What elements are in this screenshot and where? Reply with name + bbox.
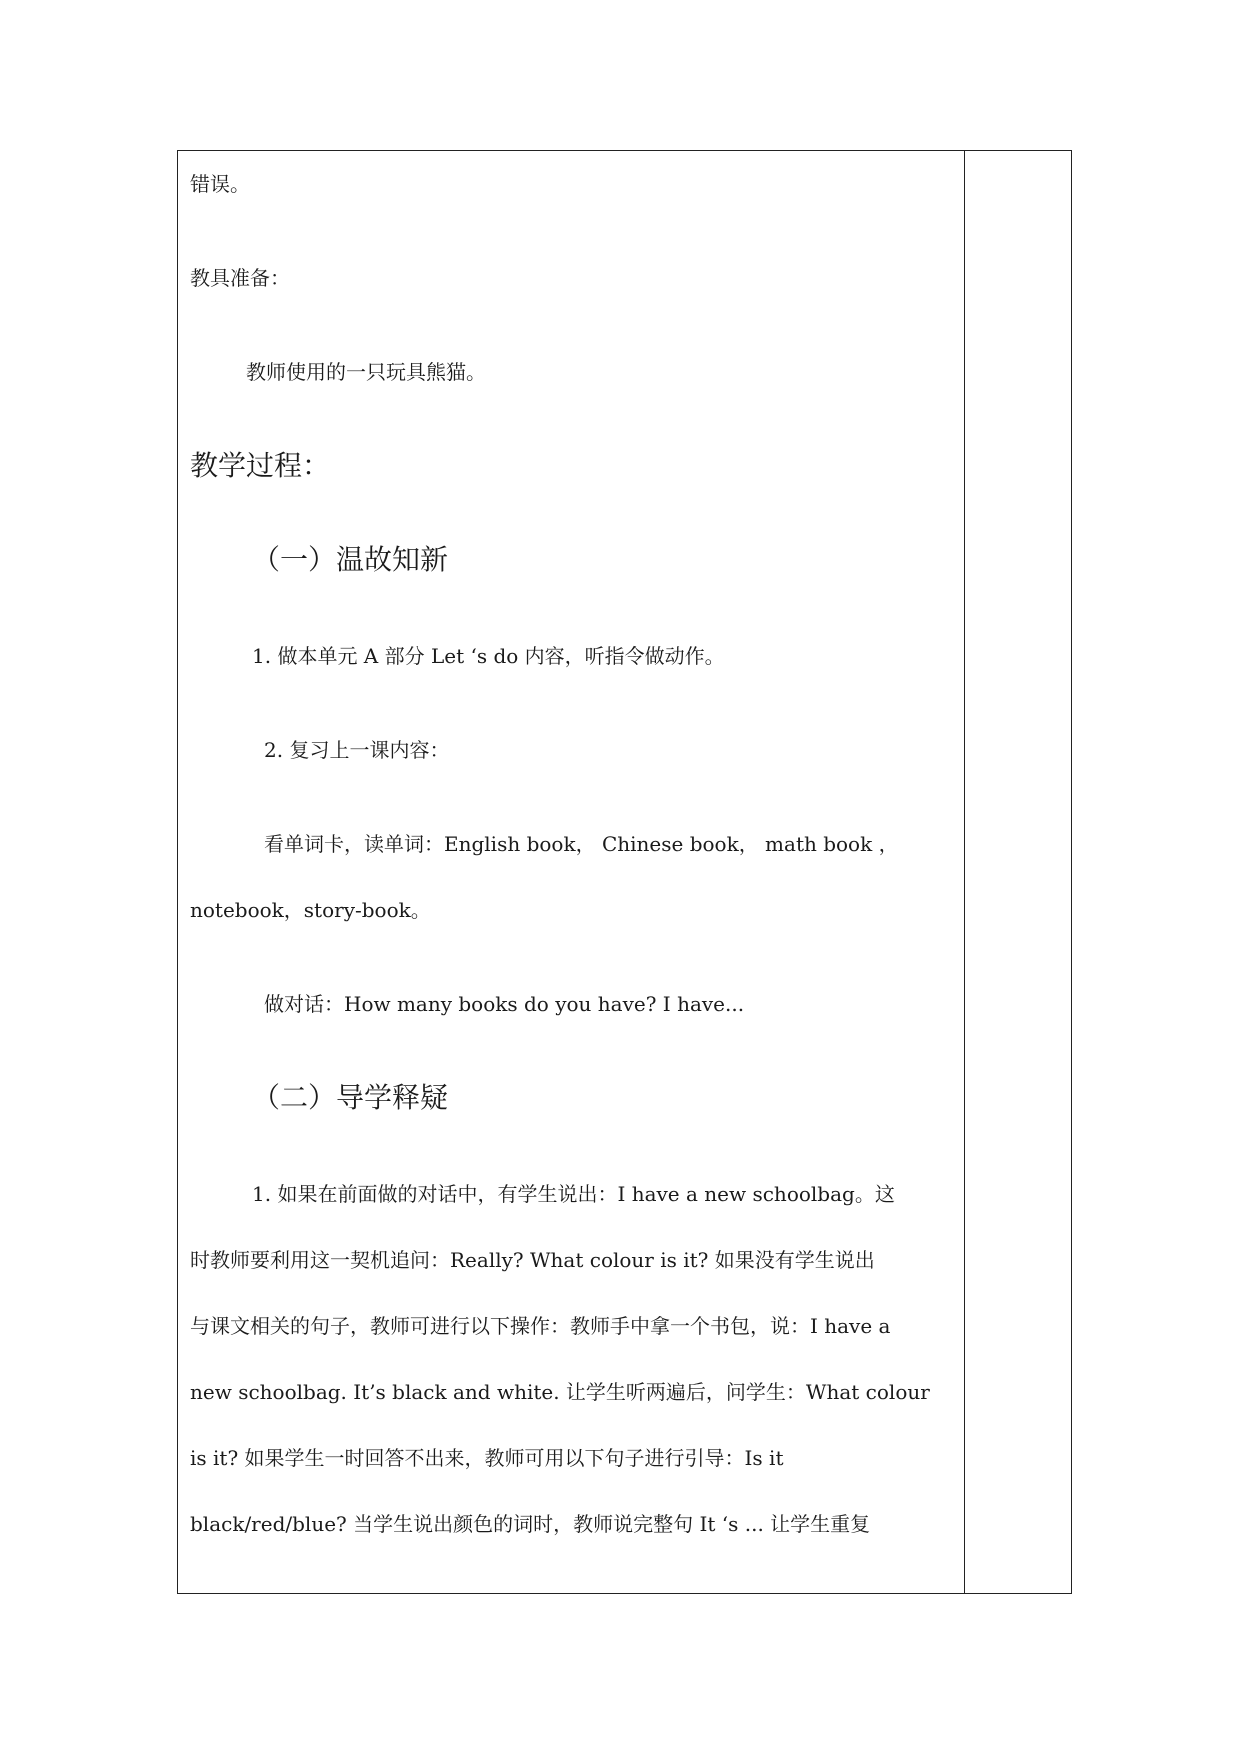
text-line-teaching-aids-heading: 教具准备： [190, 266, 290, 290]
text-line-guided-3: 与课文相关的句子，教师可进行以下操作：教师手中拿一个书包，说：I have a [190, 1314, 891, 1338]
text-line-error: 错误。 [190, 172, 250, 196]
main-cell [190, 150, 962, 1590]
subsection-heading-guided-learning: （二）导学释疑 [252, 1081, 449, 1114]
text-line-review-1: 1. 做本单元 A 部分 Let ‘s do 内容，听指令做动作。 [252, 644, 725, 668]
text-line-guided-1: 1. 如果在前面做的对话中，有学生说出：I have a new schoolbag。这 [252, 1182, 895, 1206]
text-line-teaching-aids: 教师使用的一只玩具熊猫。 [246, 360, 486, 384]
text-line-guided-2: 时教师要利用这一契机追问：Really? What colour is it? 如果没有学生说出 [190, 1248, 875, 1272]
section-heading-teaching-process: 教学过程： [190, 449, 331, 482]
text-line-word-cards: 看单词卡，读单词：English book， Chinese book， math book ， [264, 832, 899, 856]
column-divider [964, 150, 965, 1594]
subsection-heading-review: （一）温故知新 [252, 543, 449, 576]
text-line-guided-6: black/red/blue? 当学生说出颜色的词时，教师说完整句 It ‘s ... 让学生重复 [190, 1512, 871, 1536]
text-line-word-cards-cont: notebook，story-book。 [190, 898, 431, 922]
text-line-dialogue: 做对话：How many books do you have? I have... [264, 992, 745, 1016]
text-line-review-2: 2. 复习上一课内容： [264, 738, 450, 762]
text-line-guided-5: is it? 如果学生一时回答不出来，教师可用以下句子进行引导：Is it [190, 1446, 784, 1470]
text-line-guided-4: new schoolbag. It’s black and white. 让学生听两遍后，问学生：What colour [190, 1380, 930, 1404]
